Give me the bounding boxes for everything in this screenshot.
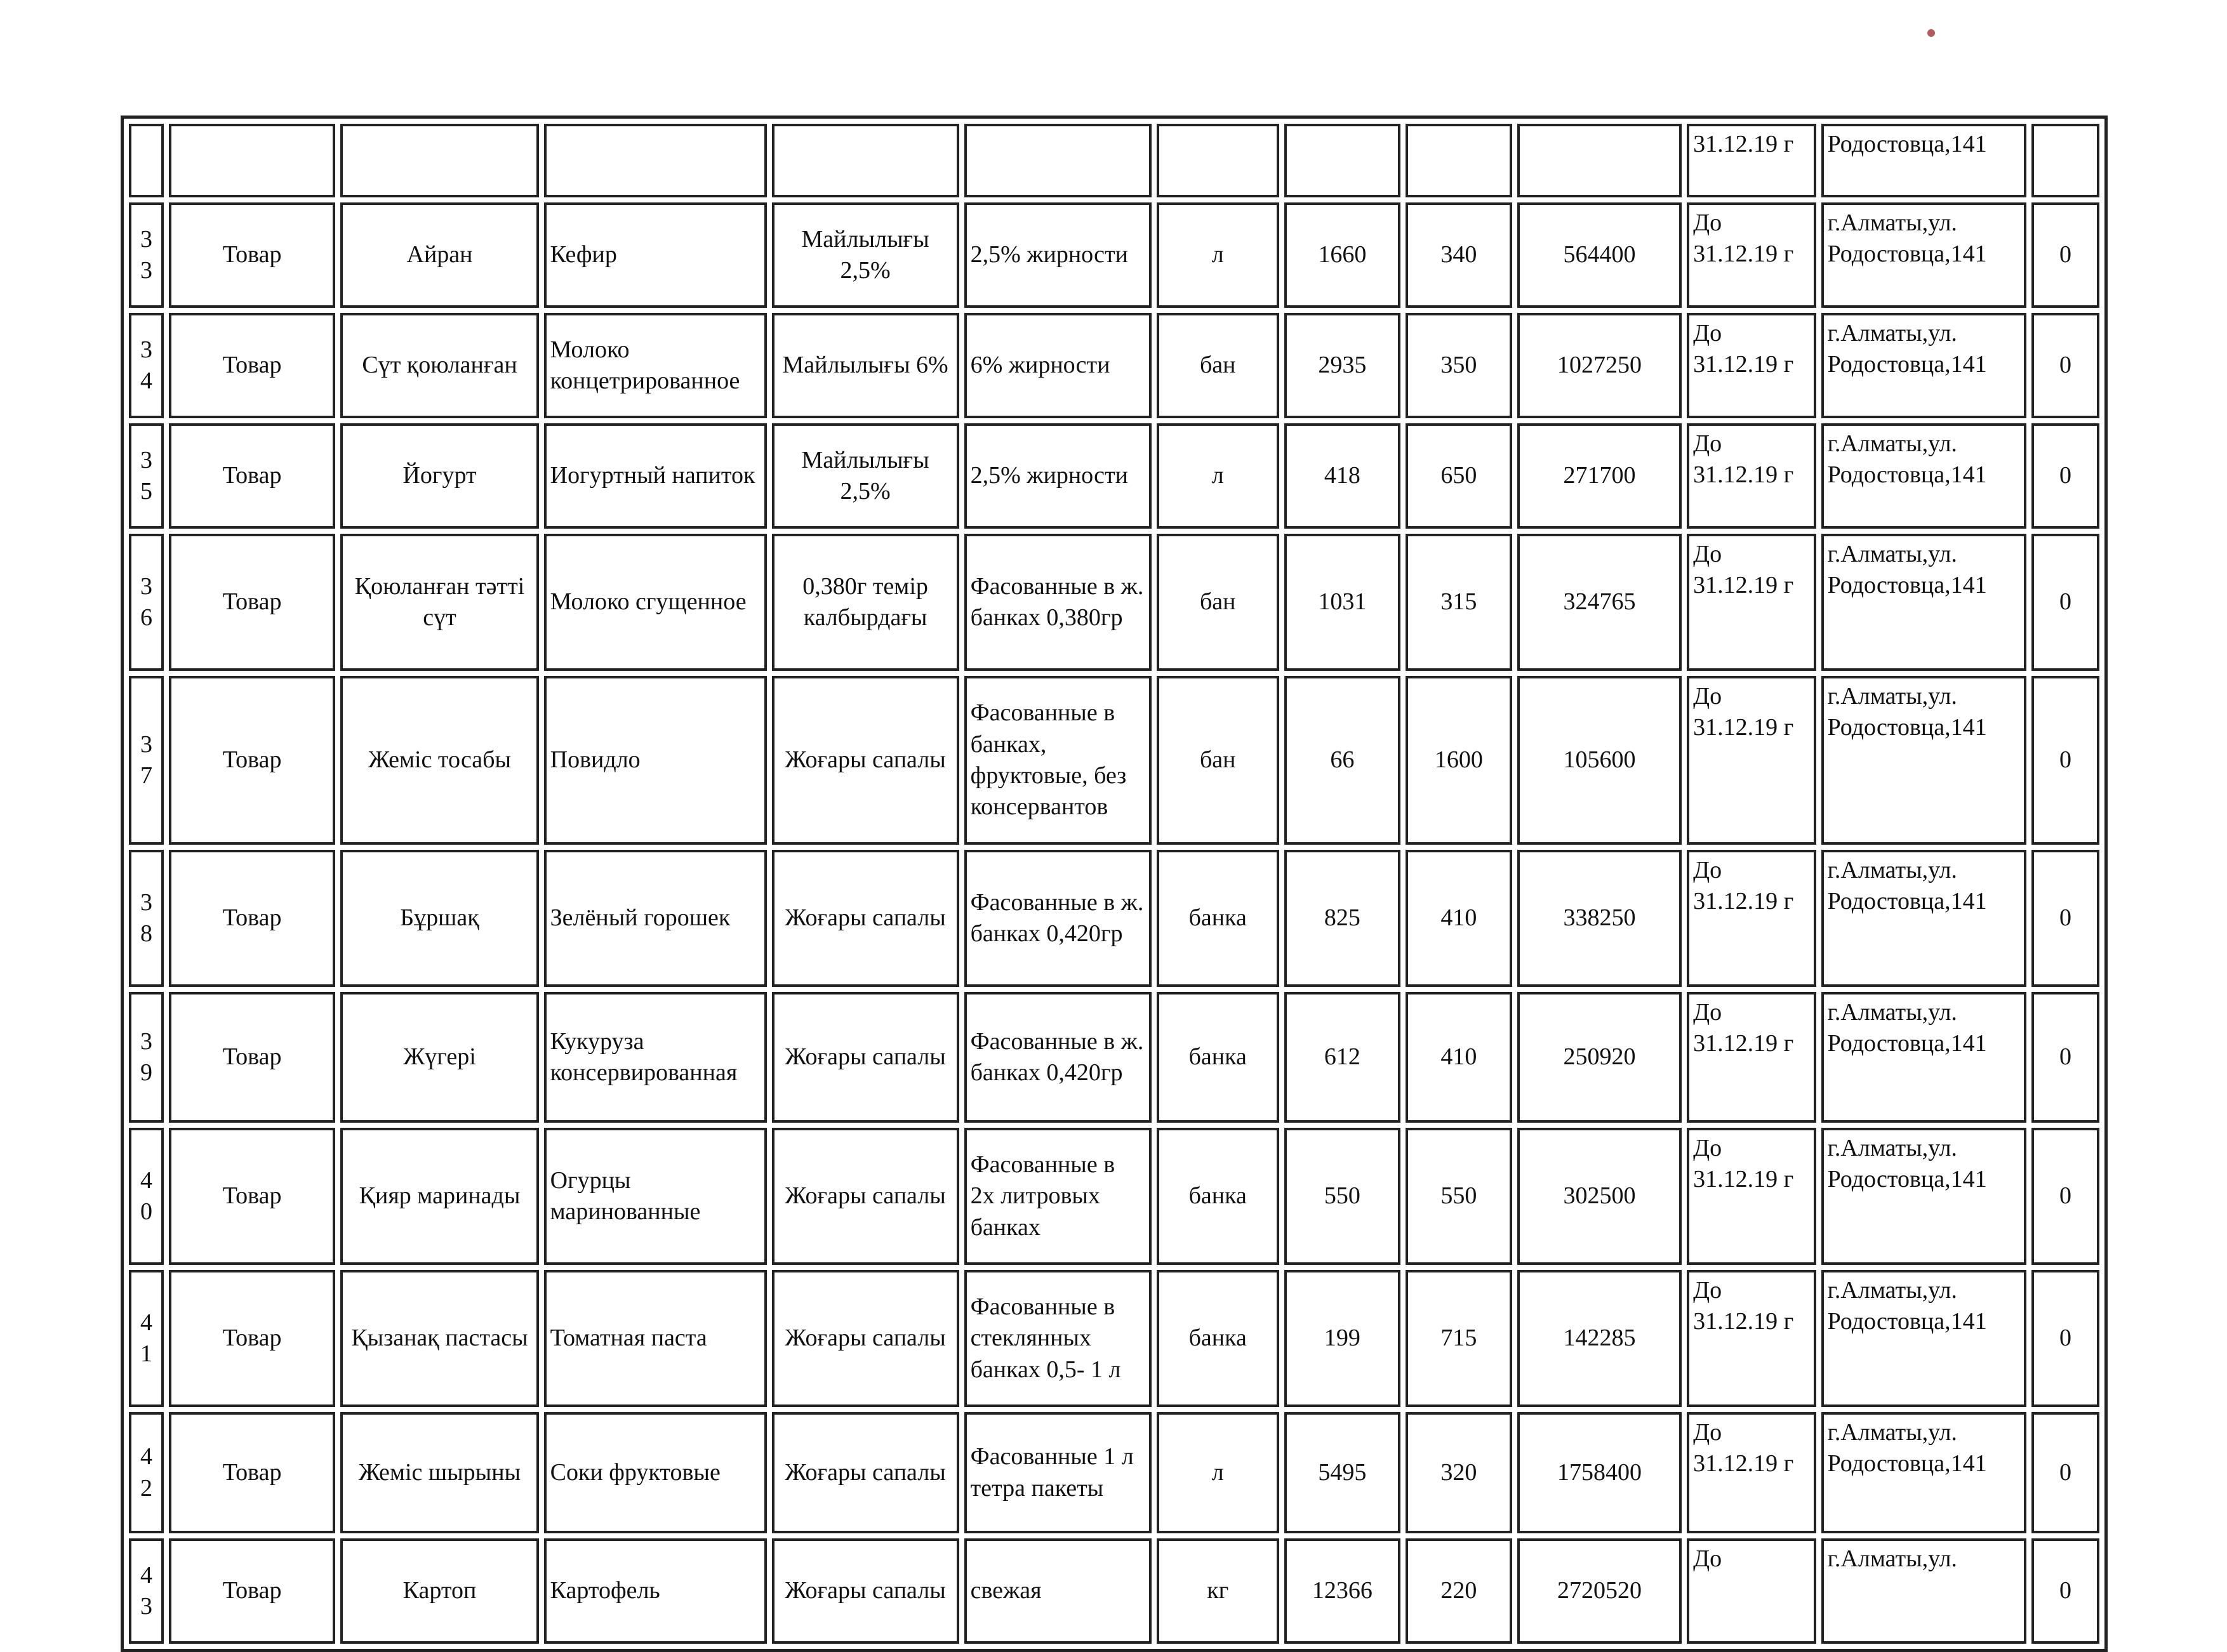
cell-deadline bbox=[1687, 423, 1816, 529]
cell-type: Товар bbox=[169, 202, 335, 308]
address-line2: Родостовца,141 bbox=[1827, 888, 1987, 915]
deadline-prefix: До bbox=[1693, 999, 1722, 1026]
cell-num: 41 bbox=[129, 1270, 164, 1407]
cell-sum: 324765 bbox=[1517, 534, 1682, 671]
cell-address bbox=[1821, 1128, 2026, 1265]
cell-name-ru: Молоко сгущенное bbox=[544, 534, 767, 671]
cell-name-kz bbox=[340, 124, 538, 197]
cell-num: 38 bbox=[129, 850, 164, 987]
cell-qty: 1031 bbox=[1284, 534, 1400, 671]
table-row bbox=[129, 423, 2099, 529]
cell-last: 0 bbox=[2031, 1538, 2099, 1644]
deadline-date: 31.12.19 г bbox=[1693, 572, 1794, 599]
table-row bbox=[129, 313, 2099, 418]
procurement-table-container bbox=[121, 116, 2108, 1620]
address-line1: г.Алматы,ул. bbox=[1827, 999, 1957, 1026]
cell-price: 715 bbox=[1406, 1270, 1512, 1407]
cell-unit bbox=[1157, 124, 1279, 197]
cell-last: 0 bbox=[2031, 676, 2099, 845]
table-body bbox=[129, 124, 2099, 1644]
scan-artifact-dot bbox=[1927, 29, 1935, 37]
cell-qty: 2935 bbox=[1284, 313, 1400, 418]
cell-price: 340 bbox=[1406, 202, 1512, 308]
cell-name-ru: Зелёный горошек bbox=[544, 850, 767, 987]
cell-spec: 2,5% жирности bbox=[964, 202, 1152, 308]
deadline-prefix: До bbox=[1693, 1277, 1722, 1304]
cell-address bbox=[1821, 202, 2026, 308]
cell-sum: 105600 bbox=[1517, 676, 1682, 845]
cell-quality: Жоғары сапалы bbox=[772, 1128, 959, 1265]
cell-qty: 199 bbox=[1284, 1270, 1400, 1407]
cell-spec: 6% жирности bbox=[964, 313, 1152, 418]
deadline-prefix: До bbox=[1693, 541, 1722, 567]
deadline-prefix: До bbox=[1693, 430, 1722, 457]
cell-qty: 550 bbox=[1284, 1128, 1400, 1265]
cell-type: Товар bbox=[169, 850, 335, 987]
cell-unit: л bbox=[1157, 423, 1279, 529]
deadline-date: 31.12.19 г bbox=[1693, 351, 1794, 378]
cell-name-kz: Жеміс тосабы bbox=[340, 676, 538, 845]
table-row bbox=[129, 534, 2099, 671]
cell-unit: банка bbox=[1157, 850, 1279, 987]
cell-name-ru: Кефир bbox=[544, 202, 767, 308]
cell-quality: Жоғары сапалы bbox=[772, 992, 959, 1123]
cell-sum: 302500 bbox=[1517, 1128, 1682, 1265]
address-line2: Родостовца,141 bbox=[1827, 241, 1987, 268]
cell-name-ru: Томатная паста bbox=[544, 1270, 767, 1407]
cell-num: 34 bbox=[129, 313, 164, 418]
cell-last: 0 bbox=[2031, 202, 2099, 308]
cell-price: 550 bbox=[1406, 1128, 1512, 1265]
address-line2: Родостовца,141 bbox=[1827, 714, 1987, 741]
deadline-date: 31.12.19 г bbox=[1693, 888, 1794, 915]
table-row bbox=[129, 1538, 2099, 1644]
deadline-date: 31.12.19 г bbox=[1693, 1450, 1794, 1477]
cell-quality: Жоғары сапалы bbox=[772, 1270, 959, 1407]
address-line2: Родостовца,141 bbox=[1827, 131, 1987, 157]
cell-name-kz: Айран bbox=[340, 202, 538, 308]
cell-sum: 338250 bbox=[1517, 850, 1682, 987]
cell-quality: Жоғары сапалы bbox=[772, 850, 959, 987]
table-row bbox=[129, 1128, 2099, 1265]
table-row bbox=[129, 992, 2099, 1123]
cell-last: 0 bbox=[2031, 1412, 2099, 1533]
cell-address bbox=[1821, 676, 2026, 845]
deadline-date: 31.12.19 г bbox=[1693, 1308, 1794, 1335]
address-line2: Родостовца,141 bbox=[1827, 572, 1987, 599]
cell-name-ru: Соки фруктовые bbox=[544, 1412, 767, 1533]
table-row bbox=[129, 1270, 2099, 1407]
cell-sum: 1758400 bbox=[1517, 1412, 1682, 1533]
cell-num: 42 bbox=[129, 1412, 164, 1533]
table-row-continuation bbox=[129, 124, 2099, 197]
cell-deadline bbox=[1687, 992, 1816, 1123]
cell-name-kz: Сүт қоюланған bbox=[340, 313, 538, 418]
cell-deadline bbox=[1687, 1128, 1816, 1265]
cell-qty: 5495 bbox=[1284, 1412, 1400, 1533]
cell-deadline bbox=[1687, 313, 1816, 418]
address-line1: г.Алматы,ул. bbox=[1827, 209, 1957, 236]
cell-unit: бан bbox=[1157, 313, 1279, 418]
cell-deadline bbox=[1687, 534, 1816, 671]
cell-address bbox=[1821, 124, 2026, 197]
cell-deadline bbox=[1687, 1412, 1816, 1533]
cell-last: 0 bbox=[2031, 1128, 2099, 1265]
cell-address bbox=[1821, 423, 2026, 529]
deadline-prefix: До bbox=[1693, 209, 1722, 236]
cell-num bbox=[129, 124, 164, 197]
deadline-prefix: До bbox=[1693, 1135, 1722, 1161]
cell-type: Товар bbox=[169, 1270, 335, 1407]
cell-quality: Майлылығы 2,5% bbox=[772, 202, 959, 308]
deadline-prefix: До bbox=[1693, 857, 1722, 883]
cell-name-kz: Картоп bbox=[340, 1538, 538, 1644]
cell-unit: бан bbox=[1157, 534, 1279, 671]
cell-name-ru: Кукуруза консервированная bbox=[544, 992, 767, 1123]
cell-qty bbox=[1284, 124, 1400, 197]
cell-name-kz: Йогурт bbox=[340, 423, 538, 529]
deadline-prefix: До bbox=[1693, 1545, 1722, 1572]
cell-deadline bbox=[1687, 850, 1816, 987]
address-line1: г.Алматы,ул. bbox=[1827, 1135, 1957, 1161]
cell-name-kz: Қызанақ пастасы bbox=[340, 1270, 538, 1407]
cell-sum: 2720520 bbox=[1517, 1538, 1682, 1644]
cell-name-ru bbox=[544, 124, 767, 197]
deadline-date: 31.12.19 г bbox=[1693, 1030, 1794, 1057]
cell-name-kz: Бұршақ bbox=[340, 850, 538, 987]
cell-deadline bbox=[1687, 1270, 1816, 1407]
cell-name-ru: Повидло bbox=[544, 676, 767, 845]
cell-address bbox=[1821, 1412, 2026, 1533]
cell-last: 0 bbox=[2031, 850, 2099, 987]
cell-unit: банка bbox=[1157, 1128, 1279, 1265]
cell-last: 0 bbox=[2031, 534, 2099, 671]
cell-quality: Майлылығы 2,5% bbox=[772, 423, 959, 529]
cell-qty: 825 bbox=[1284, 850, 1400, 987]
cell-qty: 66 bbox=[1284, 676, 1400, 845]
cell-address bbox=[1821, 313, 2026, 418]
address-line1: г.Алматы,ул. bbox=[1827, 1277, 1957, 1304]
address-line1: г.Алматы,ул. bbox=[1827, 320, 1957, 347]
cell-sum: 250920 bbox=[1517, 992, 1682, 1123]
cell-num: 33 bbox=[129, 202, 164, 308]
cell-price bbox=[1406, 124, 1512, 197]
cell-spec: Фасованные в 2х литровых банках bbox=[964, 1128, 1152, 1265]
cell-name-kz: Қияр маринады bbox=[340, 1128, 538, 1265]
cell-unit: банка bbox=[1157, 1270, 1279, 1407]
address-line1: г.Алматы,ул. bbox=[1827, 541, 1957, 567]
table-row bbox=[129, 1412, 2099, 1533]
cell-address bbox=[1821, 1270, 2026, 1407]
cell-spec: Фасованные в стеклянных банках 0,5- 1 л bbox=[964, 1270, 1152, 1407]
cell-spec: Фасованные в ж. банках 0,420гр bbox=[964, 850, 1152, 987]
cell-name-ru: Молоко концетрированное bbox=[544, 313, 767, 418]
cell-sum: 142285 bbox=[1517, 1270, 1682, 1407]
cell-type bbox=[169, 124, 335, 197]
cell-address bbox=[1821, 850, 2026, 987]
table-row bbox=[129, 850, 2099, 987]
cell-name-kz: Жеміс шырыны bbox=[340, 1412, 538, 1533]
cell-num: 37 bbox=[129, 676, 164, 845]
deadline-date: 31.12.19 г bbox=[1693, 714, 1794, 741]
cell-sum: 564400 bbox=[1517, 202, 1682, 308]
table-row bbox=[129, 202, 2099, 308]
cell-deadline bbox=[1687, 124, 1816, 197]
cell-name-ru: Картофель bbox=[544, 1538, 767, 1644]
cell-name-kz: Жүгері bbox=[340, 992, 538, 1123]
address-line2: Родостовца,141 bbox=[1827, 1030, 1987, 1057]
cell-deadline bbox=[1687, 1538, 1816, 1644]
deadline-date: 31.12.19 г bbox=[1693, 241, 1794, 268]
cell-address bbox=[1821, 992, 2026, 1123]
procurement-table bbox=[121, 116, 2108, 1652]
cell-unit: банка bbox=[1157, 992, 1279, 1123]
cell-spec: свежая bbox=[964, 1538, 1152, 1644]
address-line2: Родостовца,141 bbox=[1827, 461, 1987, 489]
cell-price: 220 bbox=[1406, 1538, 1512, 1644]
cell-num: 36 bbox=[129, 534, 164, 671]
address-line1: г.Алматы,ул. bbox=[1827, 1545, 1957, 1572]
cell-unit: кг bbox=[1157, 1538, 1279, 1644]
cell-deadline bbox=[1687, 676, 1816, 845]
cell-last: 0 bbox=[2031, 1270, 2099, 1407]
cell-spec: Фасованные в банках, фруктовые, без консервантов bbox=[964, 676, 1152, 845]
deadline-prefix: До bbox=[1693, 1419, 1722, 1446]
cell-name-ru: Иогуртный напиток bbox=[544, 423, 767, 529]
cell-type: Товар bbox=[169, 1412, 335, 1533]
cell-address bbox=[1821, 1538, 2026, 1644]
cell-type: Товар bbox=[169, 1128, 335, 1265]
cell-quality: 0,380г темір калбырдағы bbox=[772, 534, 959, 671]
cell-type: Товар bbox=[169, 676, 335, 845]
cell-num: 35 bbox=[129, 423, 164, 529]
cell-qty: 418 bbox=[1284, 423, 1400, 529]
cell-sum: 1027250 bbox=[1517, 313, 1682, 418]
cell-deadline bbox=[1687, 202, 1816, 308]
cell-spec: Фасованные 1 л тетра пакеты bbox=[964, 1412, 1152, 1533]
address-line2: Родостовца,141 bbox=[1827, 1166, 1987, 1193]
cell-sum: 271700 bbox=[1517, 423, 1682, 529]
cell-quality: Жоғары сапалы bbox=[772, 1412, 959, 1533]
deadline-date: 31.12.19 г bbox=[1693, 461, 1794, 489]
cell-qty: 612 bbox=[1284, 992, 1400, 1123]
cell-qty: 12366 bbox=[1284, 1538, 1400, 1644]
deadline-date: 31.12.19 г bbox=[1693, 131, 1794, 157]
cell-price: 350 bbox=[1406, 313, 1512, 418]
cell-quality: Жоғары сапалы bbox=[772, 1538, 959, 1644]
cell-spec: Фасованные в ж. банках 0,420гр bbox=[964, 992, 1152, 1123]
cell-type: Товар bbox=[169, 313, 335, 418]
cell-address bbox=[1821, 534, 2026, 671]
cell-name-kz: Қоюланған тәтті сүт bbox=[340, 534, 538, 671]
cell-last: 0 bbox=[2031, 992, 2099, 1123]
cell-price: 410 bbox=[1406, 850, 1512, 987]
cell-price: 410 bbox=[1406, 992, 1512, 1123]
cell-type: Товар bbox=[169, 423, 335, 529]
cell-price: 650 bbox=[1406, 423, 1512, 529]
cell-name-ru: Огурцы маринованные bbox=[544, 1128, 767, 1265]
table-row bbox=[129, 676, 2099, 845]
cell-quality bbox=[772, 124, 959, 197]
cell-last bbox=[2031, 124, 2099, 197]
address-line1: г.Алматы,ул. bbox=[1827, 857, 1957, 883]
cell-last: 0 bbox=[2031, 313, 2099, 418]
address-line1: г.Алматы,ул. bbox=[1827, 683, 1957, 710]
deadline-prefix: До bbox=[1693, 320, 1722, 347]
cell-type: Товар bbox=[169, 1538, 335, 1644]
address-line2: Родостовца,141 bbox=[1827, 351, 1987, 378]
cell-num: 39 bbox=[129, 992, 164, 1123]
cell-price: 1600 bbox=[1406, 676, 1512, 845]
cell-type: Товар bbox=[169, 534, 335, 671]
cell-unit: л bbox=[1157, 1412, 1279, 1533]
address-line2: Родостовца,141 bbox=[1827, 1450, 1987, 1477]
cell-price: 315 bbox=[1406, 534, 1512, 671]
cell-sum bbox=[1517, 124, 1682, 197]
cell-qty: 1660 bbox=[1284, 202, 1400, 308]
deadline-prefix: До bbox=[1693, 683, 1722, 710]
cell-type: Товар bbox=[169, 992, 335, 1123]
cell-price: 320 bbox=[1406, 1412, 1512, 1533]
cell-num: 40 bbox=[129, 1128, 164, 1265]
cell-unit: л bbox=[1157, 202, 1279, 308]
cell-quality: Жоғары сапалы bbox=[772, 676, 959, 845]
cell-unit: бан bbox=[1157, 676, 1279, 845]
cell-spec bbox=[964, 124, 1152, 197]
address-line1: г.Алматы,ул. bbox=[1827, 430, 1957, 457]
cell-quality: Майлылығы 6% bbox=[772, 313, 959, 418]
cell-last: 0 bbox=[2031, 423, 2099, 529]
deadline-date: 31.12.19 г bbox=[1693, 1166, 1794, 1193]
address-line2: Родостовца,141 bbox=[1827, 1308, 1987, 1335]
cell-spec: 2,5% жирности bbox=[964, 423, 1152, 529]
cell-num: 43 bbox=[129, 1538, 164, 1644]
address-line1: г.Алматы,ул. bbox=[1827, 1419, 1957, 1446]
cell-spec: Фасованные в ж. банках 0,380гр bbox=[964, 534, 1152, 671]
